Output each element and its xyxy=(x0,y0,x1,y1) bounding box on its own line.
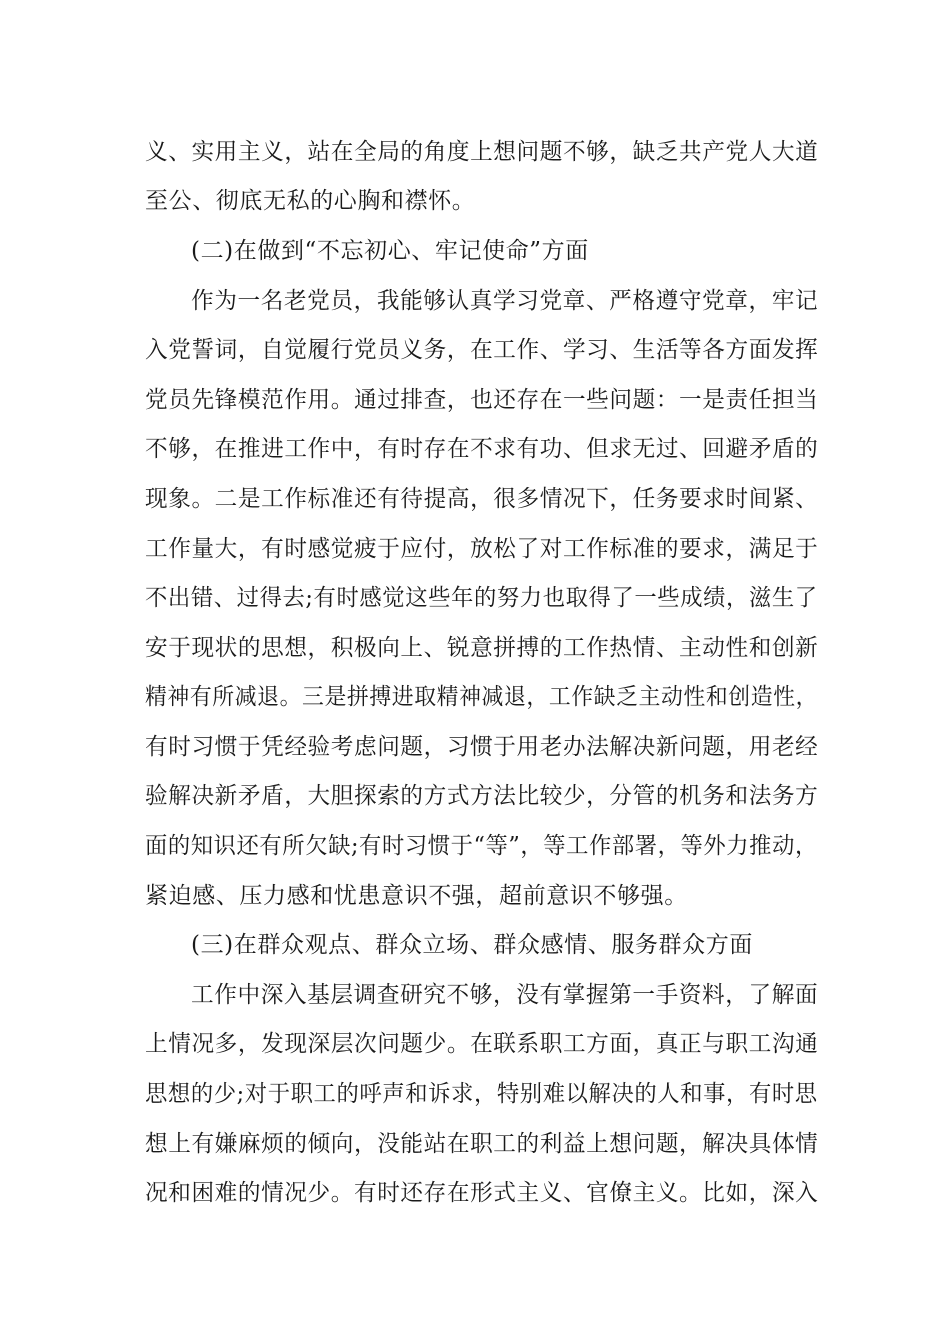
paragraph-line: 工作量大，有时感觉疲于应付，放松了对工作标准的要求，满足于 xyxy=(145,536,819,562)
paragraph-line: 作为一名老党员，我能够认真学习党章、严格遵守党章，牢记 xyxy=(191,288,819,314)
paragraph-line: 精神有所减退。三是拼搏进取精神减退，工作缺乏主动性和创造性， xyxy=(145,684,819,710)
paragraph-line: 入党誓词，自觉履行党员义务，在工作、学习、生活等各方面发挥 xyxy=(145,337,819,363)
paragraph-line: 义、实用主义，站在全局的角度上想问题不够，缺乏共产党人大道 xyxy=(145,139,819,165)
paragraph-line: 工作中深入基层调查研究不够，没有掌握第一手资料，了解面 xyxy=(191,982,819,1008)
paragraph-line: 不出错、过得去;有时感觉这些年的努力也取得了一些成绩，滋生了 xyxy=(145,585,818,611)
paragraph-line: 想上有嫌麻烦的倾向，没能站在职工的利益上想问题，解决具体情 xyxy=(145,1131,819,1157)
section-heading: (三)在群众观点、群众立场、群众感情、服务群众方面 xyxy=(191,932,753,958)
paragraph-line: 现象。二是工作标准还有待提高，很多情况下，任务要求时间紧、 xyxy=(145,486,819,512)
paragraph-line: 至公、彻底无私的心胸和襟怀。 xyxy=(145,188,476,214)
paragraph-line: 上情况多，发现深层次问题少。在联系职工方面，真正与职工沟通 xyxy=(145,1031,819,1057)
paragraph-line: 党员先锋模范作用。通过排查，也还存在一些问题：一是责任担当 xyxy=(145,387,819,413)
paragraph-line: 验解决新矛盾，大胆探索的方式方法比较少，分管的机务和法务方 xyxy=(145,783,819,809)
paragraph-line: 思想的少;对于职工的呼声和诉求，特别难以解决的人和事，有时思 xyxy=(145,1081,818,1107)
paragraph-line: 安于现状的思想，积极向上、锐意拼搏的工作热情、主动性和创新 xyxy=(145,635,819,661)
paragraph-line: 不够，在推进工作中，有时存在不求有功、但求无过、回避矛盾的 xyxy=(145,436,819,462)
paragraph-line: 紧迫感、压力感和忧患意识不强，超前意识不够强。 xyxy=(145,883,688,909)
paragraph-line: 有时习惯于凭经验考虑问题，习惯于用老办法解决新问题，用老经 xyxy=(145,734,819,760)
paragraph-line: 面的知识还有所欠缺;有时习惯于“等”，等工作部署，等外力推动， xyxy=(145,833,818,859)
section-heading: (二)在做到“不忘初心、牢记使命”方面 xyxy=(191,238,589,264)
paragraph-line: 况和困难的情况少。有时还存在形式主义、官僚主义。比如，深入 xyxy=(145,1180,819,1206)
